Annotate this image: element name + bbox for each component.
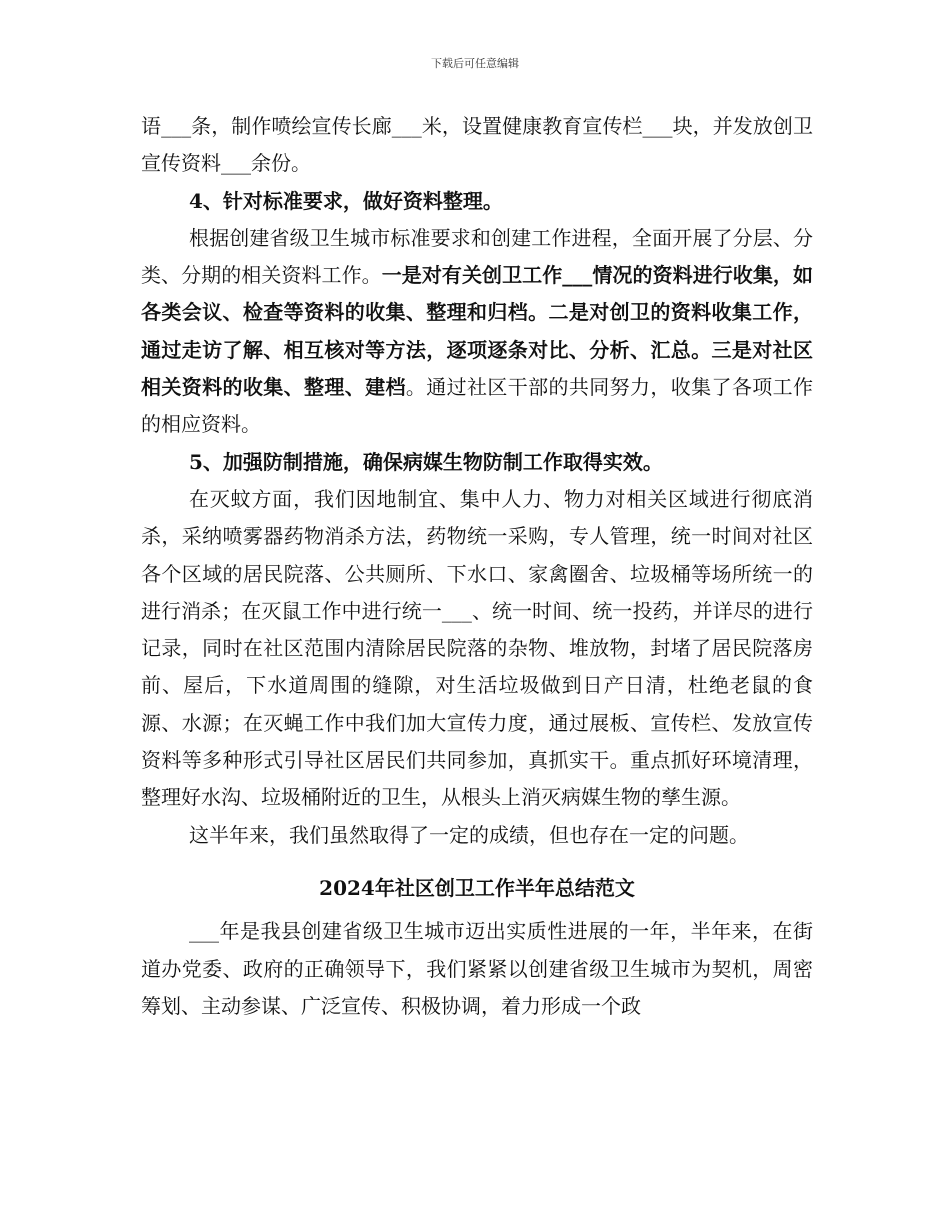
paragraph-summary-note: 这半年来，我们虽然取得了一定的成绩，但也存在一定的问题。 (189, 822, 749, 847)
section-heading-5: 5、加强防制措施，确保病媒生物防制工作取得实效。 (189, 449, 663, 474)
paragraph-intro: ___年是我县创建省级卫生城市迈出实质性进展的一年，半年来，在街道办党委、政府的正确领导下，我们紧紧以创建省级卫生城市为契机，周密筹划、主动参谋、广泛宣传、积极协调，着力形成一个政 (141, 919, 813, 1018)
paragraph-materials-bold: 一是对有关创卫工作___情况的资料进行收集，如各类会议、检查等资料的收集、整理和归档。二是对创卫的资料收集工作，通过走访了解、相互核对等方法，逐项逐条对比、分析、汇总。三是对社区相关资料的收集、整理、建档 (141, 263, 813, 400)
paragraph-continuation: 语___条，制作喷绘宣传长廊___米，设置健康教育宣传栏___块，并发放创卫宣传资料___余份。 (141, 114, 813, 176)
paragraph-materials (141, 220, 813, 444)
document-title: 2024年社区创卫工作半年总结范文 (319, 875, 635, 900)
page-header: 下载后可任意编辑 (431, 57, 519, 70)
paragraph-materials-intro: 根据创建省级卫生城市标准要求和创建工作进程，全面开展了分层、分类、分期的相关资料工作。 (141, 225, 813, 288)
paragraph-pest-control: 在灭蚊方面，我们因地制宜、集中人力、物力对相关区域进行彻底消杀，采纳喷雾器药物消杀方法，药物统一采购，专人管理，统一时间对社区各个区域的居民院落、公共厕所、下水口、家禽圈舍、垃圾桶等场所统一的进行消杀；在灭鼠工作中进行统一___、统一时间、统一投药，并详尽的进行记录，同时在社区范围内清除居民院落的杂物、堆放物，封堵了居民院落房前、屋后，下水道周围的缝隙，对生活垃圾做到日产日清，杜绝老鼠的食源、水源；在灭蝇工作中我们加大宣传力度，通过展板、宣传栏、发放宣传资料等多种形式引导社区居民们共同参加，真抓实干。重点抓好环境清理，整理好水沟、垃圾桶附近的卫生，从根头上消灭病媒生物的孳生源。 (141, 486, 813, 810)
section-heading-4: 4、针对标准要求，做好资料整理。 (189, 188, 503, 213)
document-body (141, 108, 813, 1025)
paragraph-materials-outro: 。通过社区干部的共同努力，收集了各项工作的相应资料。 (141, 375, 813, 437)
